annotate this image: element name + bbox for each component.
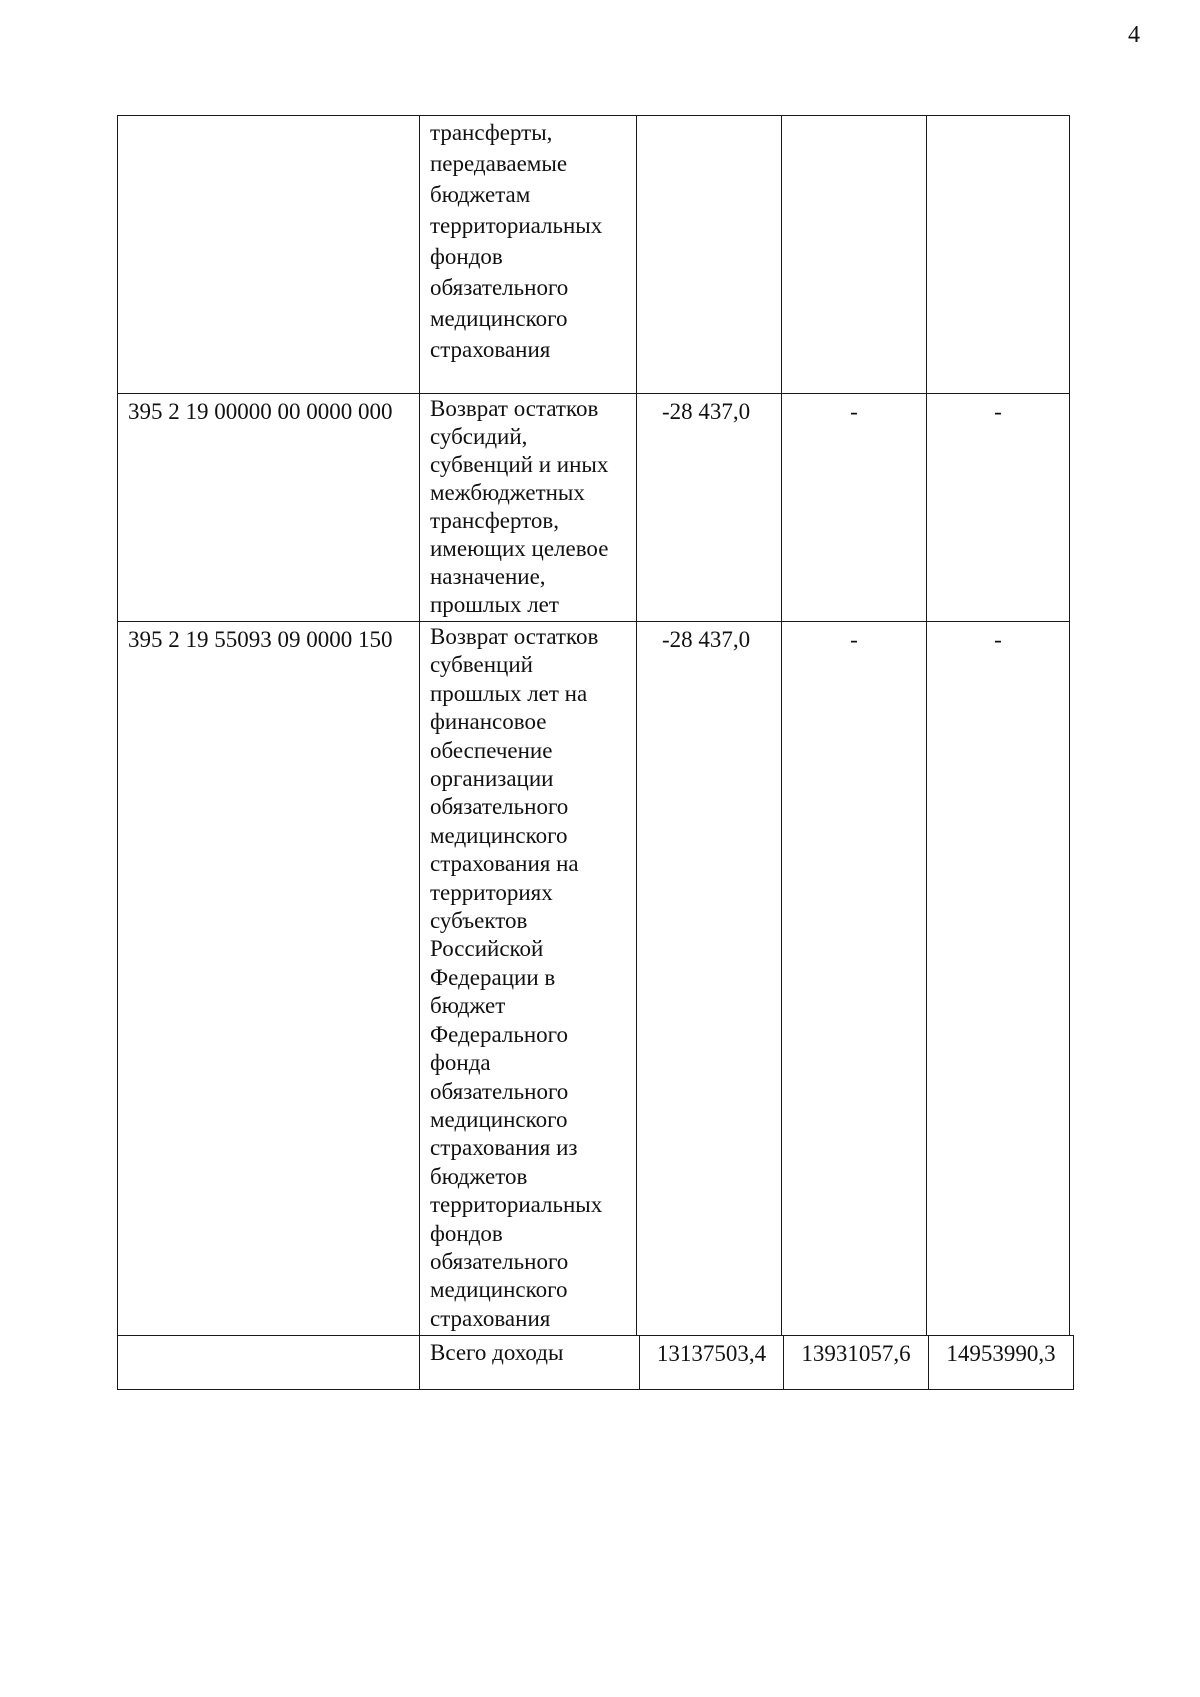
row-0-year2 xyxy=(782,115,927,393)
row-0-name: трансферты, передаваемые бюджетам территориальных фондов обязательного медицинского страхования xyxy=(420,115,637,393)
row-1-year3: - xyxy=(927,393,1070,621)
row-2-year2: - xyxy=(782,621,927,1335)
row-0-year1 xyxy=(637,115,782,393)
row-0-code xyxy=(117,115,420,393)
row-3-year3: 14953990,3 xyxy=(929,1335,1074,1390)
row-3-year2: 13931057,6 xyxy=(784,1335,929,1390)
row-2-code: 395 2 19 55093 09 0000 150 xyxy=(117,621,420,1335)
row-1-code: 395 2 19 00000 00 0000 000 xyxy=(117,393,420,621)
row-1-year2: - xyxy=(782,393,927,621)
row-0-year3 xyxy=(927,115,1070,393)
row-2-year3: - xyxy=(927,621,1070,1335)
row-3-name: Всего доходы xyxy=(420,1335,640,1390)
row-2-name: Возврат остатков субвенций прошлых лет на финансовое обеспечение организации обязательного медицинского страхования на территориях субъектов Российской Федерации в бюджет Федерального фонда обязательного медицинского страхования из бюджетов территориальных фондов обязательного медицинского страхования xyxy=(420,621,637,1335)
page-number: 4 xyxy=(1128,22,1140,48)
row-3-code xyxy=(117,1335,420,1390)
row-1-name: Возврат остатков субсидий, субвенций и иных межбюджетных трансфертов, имеющих целевое назначение, прошлых лет xyxy=(420,393,637,621)
row-1-year1: -28 437,0 xyxy=(637,393,782,621)
row-3-year1: 13137503,4 xyxy=(640,1335,784,1390)
row-2-year1: -28 437,0 xyxy=(637,621,782,1335)
